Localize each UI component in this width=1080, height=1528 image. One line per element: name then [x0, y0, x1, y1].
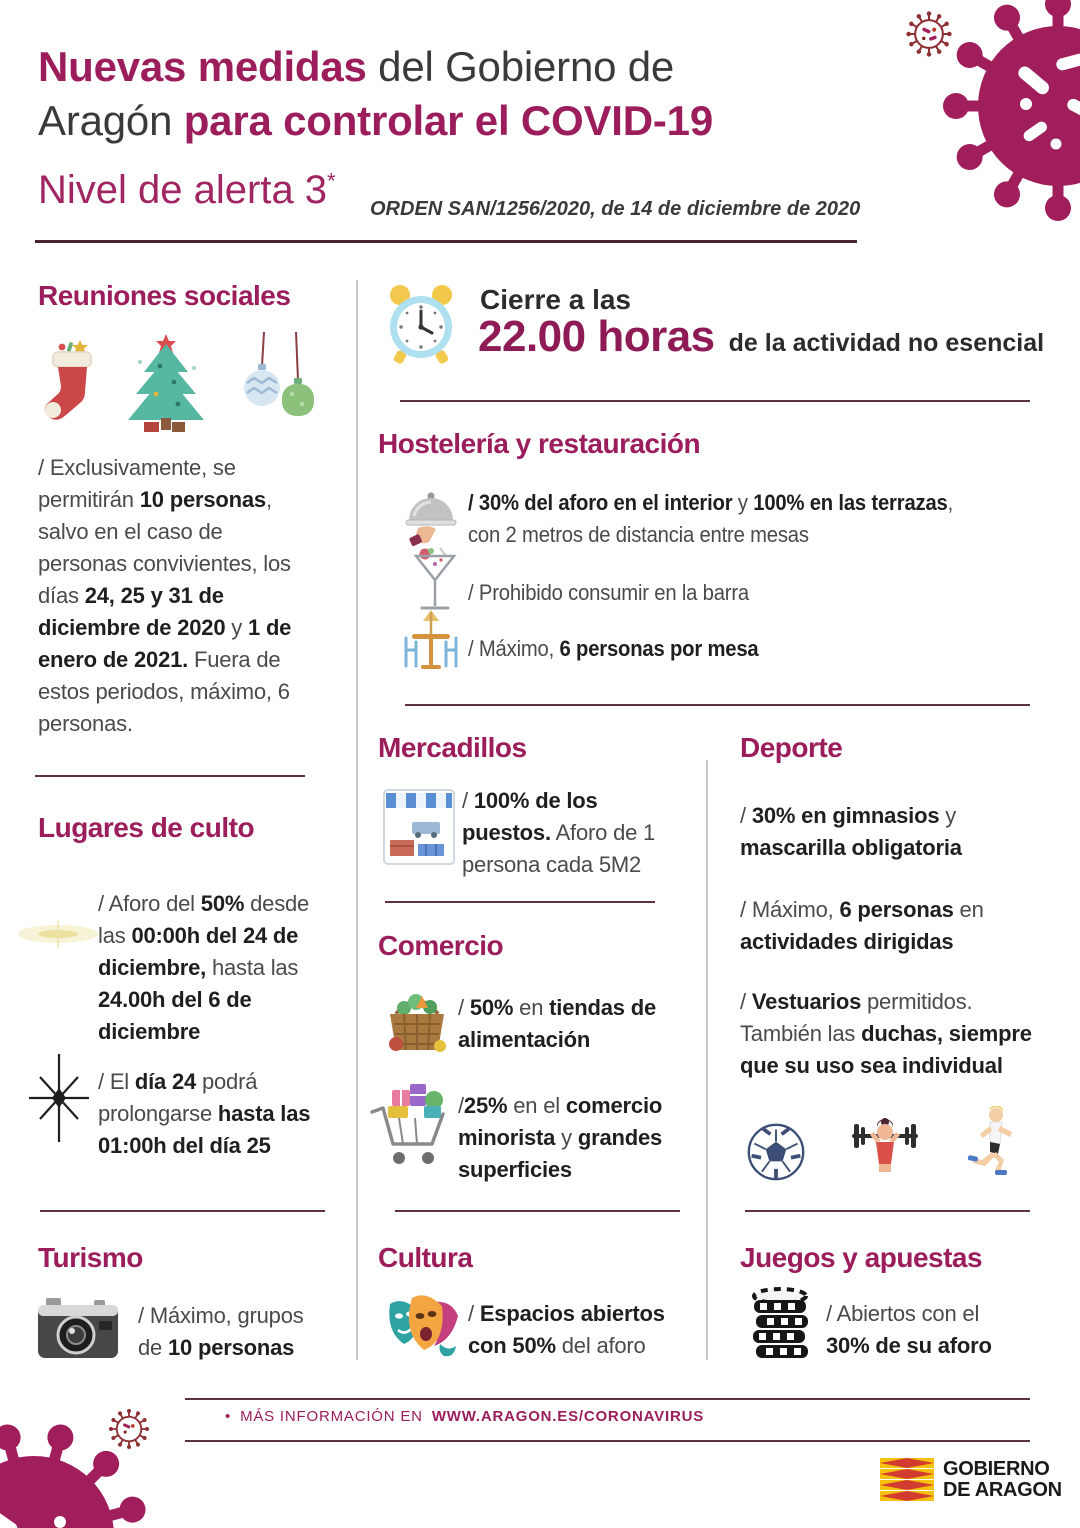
footer-info-url: WWW.ARAGON.ES/CORONAVIRUS — [431, 1408, 705, 1425]
divider — [405, 704, 1030, 706]
section-heading-comercio: Comercio — [378, 930, 504, 961]
logo-line1: GOBIERNO — [943, 1458, 1050, 1480]
culto-item-aforo: / Aforo del 50% desde las 00:00h del 24 de diciembre, hasta las 24.00h del 6 de diciembre — [98, 891, 310, 1044]
christmas-icons-row — [40, 332, 318, 436]
divider — [385, 901, 655, 903]
reuniones-paragraph: / Exclusivamente, se permitirán 10 personas, salvo en el caso de personas convivientes, los días 24, 25 y 31 de diciembre de 2020 y 1 de enero de 2021. Fuera de estos periodos, máximo, 6 personas. — [38, 455, 292, 736]
section-heading-turismo: Turismo — [38, 1242, 143, 1273]
turismo-item: / Máximo, grupos de 10 personas — [138, 1303, 304, 1360]
deporte-icons-row — [746, 1106, 1020, 1182]
grocery-basket-icon — [382, 986, 452, 1058]
column-divider — [706, 760, 708, 1360]
footer-bullet: • — [225, 1408, 232, 1425]
cierre-line2: de la actividad no esencial — [728, 329, 1045, 357]
order-reference: ORDEN SAN/1256/2020, de 14 de diciembre de 2020 — [370, 198, 861, 220]
cierre-line1: Cierre a las — [480, 284, 631, 315]
mercadillos-item: / 100% de los puestos. Aforo de 1 persona cada 5M2 — [462, 788, 656, 877]
divider — [400, 400, 1030, 402]
aragon-flag-icon — [880, 1458, 934, 1502]
candle-glow-icon — [16, 898, 100, 968]
deporte-item-gimnasios: / 30% en gimnasios y mascarilla obligatoria — [740, 803, 962, 860]
logo-line2: DE ARAGON — [943, 1479, 1062, 1501]
soccer-ball-icon — [746, 1122, 806, 1182]
hosteleria-item-aforo: / 30% del aforo en el interior y 100% en las terrazas, con 2 metros de distancia entre mesas — [468, 490, 954, 547]
christmas-ornaments-icon — [234, 332, 318, 436]
market-stall-icon — [382, 788, 456, 866]
culto-item-dia24: / El día 24 podrá prolongarse hasta las 01:00h del día 25 — [98, 1069, 311, 1158]
divider — [40, 1210, 325, 1212]
column-divider — [356, 280, 358, 1360]
juegos-item: / Abiertos con el 30% de su aforo — [826, 1301, 992, 1358]
alert-level-text: Nivel de alerta 3 — [38, 168, 328, 212]
divider — [35, 775, 305, 777]
cierre-time: 22.00 horas — [478, 312, 715, 361]
camera-icon — [36, 1292, 120, 1362]
shopping-cart-icon — [366, 1082, 458, 1174]
header-rule — [35, 240, 857, 243]
section-heading-reuniones: Reuniones sociales — [38, 280, 291, 311]
alert-level-title — [38, 168, 336, 213]
section-heading-culto: Lugares de culto — [38, 812, 255, 843]
weightlifter-icon — [848, 1116, 922, 1182]
runner-icon — [964, 1106, 1020, 1182]
serving-cloche-icon — [402, 484, 460, 550]
terrace-table-icon — [398, 608, 464, 672]
deporte-item-vestuarios: / Vestuarios permitidos. También las duchas, siempre que su uso sea individual — [740, 989, 1032, 1078]
section-heading-cultura: Cultura — [378, 1242, 473, 1273]
section-heading-hosteleria: Hostelería y restauración — [378, 428, 701, 459]
page-title: Nuevas medidas del Gobierno de Aragón para controlar el COVID-19 — [38, 43, 713, 144]
christmas-stocking-icon — [40, 336, 98, 436]
footer-rule-bottom — [185, 1440, 1030, 1442]
christmas-tree-icon — [120, 332, 212, 436]
section-heading-mercadillos: Mercadillos — [378, 732, 527, 763]
deporte-item-actividades: / Máximo, 6 personas en actividades dirigidas — [740, 897, 984, 954]
divider — [395, 1210, 680, 1212]
gobierno-aragon-logo — [880, 1458, 1062, 1502]
cierre-time-row — [478, 312, 1044, 362]
comercio-item-alimentacion: / 50% en tiendas de alimentación — [458, 995, 656, 1052]
logo-text — [943, 1459, 1062, 1501]
virus-large-icon — [938, 0, 1080, 226]
cultura-item: / Espacios abiertos con 50% del aforo — [468, 1301, 665, 1358]
alarm-clock-icon — [383, 281, 459, 367]
comercio-item-minorista: /25% en el comercio minorista y grandes superficies — [458, 1093, 663, 1182]
section-heading-juegos: Juegos y apuestas — [740, 1242, 983, 1273]
footer-info — [225, 1408, 704, 1425]
hosteleria-item-mesa: / Máximo, 6 personas por mesa — [468, 636, 759, 661]
poker-chips-icon — [748, 1286, 812, 1360]
section-heading-deporte: Deporte — [740, 732, 843, 763]
bethlehem-star-icon — [26, 1052, 92, 1144]
virus-small-icon — [106, 1406, 152, 1452]
footer-info-prefix: MÁS INFORMACIÓN EN — [240, 1408, 423, 1425]
alert-asterisk: * — [327, 168, 336, 194]
hosteleria-item-barra: / Prohibido consumir en la barra — [468, 580, 750, 605]
divider — [745, 1210, 1030, 1212]
theater-masks-icon — [382, 1288, 462, 1360]
footer-rule-top — [185, 1398, 1030, 1400]
